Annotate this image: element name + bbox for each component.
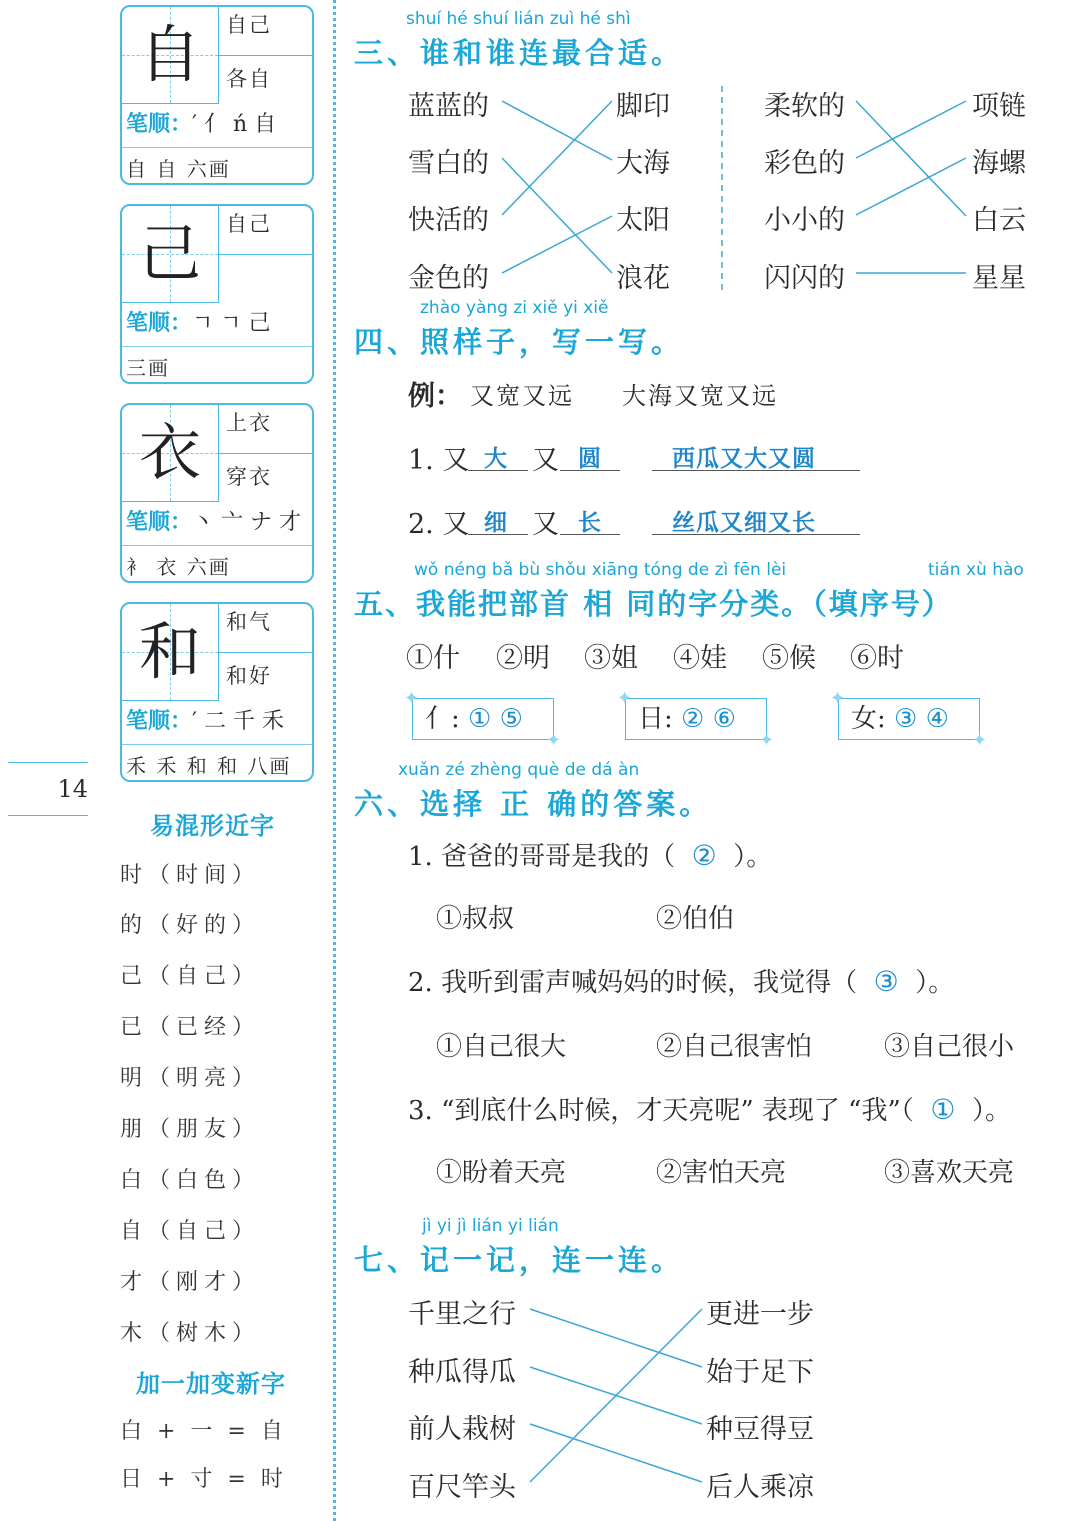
example-a: 又宽又远 <box>470 382 574 410</box>
star-icon: ✦ <box>972 730 988 751</box>
q2-answer: ③ <box>873 965 899 998</box>
match-left: 闪闪的 <box>764 263 845 294</box>
q2-sentence: 丝瓜又细又长 <box>672 510 816 536</box>
pinyin-line: wǒ néng bǎ bù shǒu xiāng tóng de zì fēn lèi <box>414 560 787 580</box>
similar-char-item: 朋（朋友） <box>120 1117 261 1142</box>
match-line <box>502 158 612 273</box>
stroke-order-line-1: 笔顺：′ 亻 ń 自 <box>126 112 277 137</box>
star-icon: ✦ <box>404 688 420 709</box>
pinyin-line: xuǎn zé zhèng què de dá àn <box>398 760 640 780</box>
star-icon: ✦ <box>759 730 775 751</box>
q2-option: ②自己很害怕 <box>656 1032 813 1062</box>
section-3-title: 三、谁和谁连最合适。 <box>354 36 685 70</box>
q3-option: ②害怕天亮 <box>656 1158 787 1188</box>
add-char-item: 白 + 一 = 自 <box>120 1419 287 1444</box>
stroke-order-line-1: 笔顺：ㄱ ㄱ 己 <box>126 311 271 336</box>
char-option: ⑤候 <box>762 643 816 674</box>
word-1: 自己 <box>226 13 272 37</box>
word-1: 自己 <box>226 212 272 236</box>
char-option: ①什 <box>406 643 460 674</box>
q2-mid: 又 <box>532 509 559 540</box>
q3-answer: ① <box>930 1093 956 1126</box>
q3-option: ①盼着天亮 <box>436 1158 567 1188</box>
match-right: 星星 <box>972 263 1026 294</box>
match-line <box>856 158 966 215</box>
q1-answer-b: 圆 <box>578 446 602 472</box>
stroke-order-line-2: 自 自 六画 <box>126 157 231 181</box>
match-left: 快活的 <box>408 205 489 236</box>
example-b: 大海又宽又远 <box>622 382 778 410</box>
big-character: 己 <box>138 217 201 290</box>
char-option: ③姐 <box>584 643 638 674</box>
match-left: 雪白的 <box>408 148 489 179</box>
stroke-order-line-2: 禾 禾 和 和 八画 <box>126 754 292 778</box>
q2-option: ①自己很大 <box>436 1032 567 1062</box>
match-left: 小小的 <box>764 205 845 236</box>
similar-char-item: 己（自己） <box>120 964 261 989</box>
idiom-right: 始于足下 <box>706 1357 814 1388</box>
pinyin-line: tián xù hào <box>928 560 1024 580</box>
match-line <box>502 101 612 160</box>
idiom-right: 后人乘凉 <box>706 1472 814 1503</box>
category-label: 亻: <box>425 704 460 734</box>
category-answer: ② ⑥ <box>681 704 736 734</box>
q2-answer-b: 长 <box>578 510 602 536</box>
similar-chars-title: 易混形近字 <box>150 812 275 840</box>
similar-char-item: 才（刚才） <box>120 1270 261 1295</box>
match-right: 太阳 <box>616 205 670 236</box>
similar-char-item: 的（好的） <box>120 913 261 938</box>
section-5-title: 五、我能把部首 相 同的字分类。（填序号） <box>354 587 953 621</box>
idiom-right: 更进一步 <box>706 1299 814 1330</box>
match-line <box>530 1309 702 1367</box>
q2-prefix: 2. 又 <box>408 509 470 540</box>
stroke-order-line-1: 笔顺：丶 亠 ナ 才 <box>126 510 301 535</box>
category-answer: ① ⑤ <box>468 704 523 734</box>
page-number: 14 <box>8 762 88 816</box>
stroke-order-line-2: 衤 衣 六画 <box>126 555 231 579</box>
star-icon: ✦ <box>546 730 562 751</box>
stroke-order-line-2: 三画 <box>126 356 170 380</box>
big-character: 衣 <box>138 416 201 489</box>
similar-char-item: 明（明亮） <box>120 1066 261 1091</box>
idiom-left: 种瓜得瓜 <box>408 1357 516 1388</box>
match-line <box>856 101 966 158</box>
pinyin-line: shuí hé shuí lián zuì hé shì <box>406 9 631 29</box>
match-line <box>530 1309 702 1482</box>
section-7-title: 七、记一记，连一连。 <box>354 1243 685 1277</box>
idiom-left: 百尺竿头 <box>408 1472 516 1503</box>
similar-char-item: 时（时间） <box>120 863 261 888</box>
word-2: 各自 <box>226 67 272 91</box>
word-1: 和气 <box>226 610 272 634</box>
match-right: 大海 <box>616 148 670 179</box>
match-left: 蓝蓝的 <box>408 91 489 122</box>
match-line <box>502 216 612 273</box>
star-icon: ✦ <box>617 688 633 709</box>
example-label: 例： <box>408 381 462 412</box>
q1-option: ①叔叔 <box>436 904 515 934</box>
match-right: 白云 <box>972 205 1026 236</box>
q2-option: ③自己很小 <box>884 1032 1015 1062</box>
category-label: 女: <box>851 704 886 734</box>
q3-text: 3. “到底什么时候，才天亮呢” 表现了 “我”（ ① ）。 <box>408 1093 1011 1126</box>
q1-answer: ② <box>691 839 717 872</box>
char-option: ②明 <box>496 643 550 674</box>
word-1: 上衣 <box>226 411 272 435</box>
word-2: 穿衣 <box>226 465 272 489</box>
q1-option: ②伯伯 <box>656 904 735 934</box>
big-character: 自 <box>138 18 201 91</box>
q1-sentence: 西瓜又大又圆 <box>672 446 816 472</box>
match-left: 彩色的 <box>764 148 845 179</box>
section-6-title: 六、选择 正 确的答案。 <box>354 787 713 821</box>
similar-char-item: 已（已经） <box>120 1015 261 1040</box>
category-label: 日: <box>638 704 673 734</box>
section-4-title: 四、照样子，写一写。 <box>354 325 685 359</box>
match-right: 项链 <box>972 91 1026 122</box>
add-chars-title: 加一加变新字 <box>136 1370 286 1398</box>
idiom-right: 种豆得豆 <box>706 1414 814 1445</box>
match-left: 柔软的 <box>764 91 845 122</box>
similar-char-item: 木（树木） <box>120 1321 261 1346</box>
match-line <box>530 1424 702 1482</box>
match-right: 海螺 <box>972 148 1026 179</box>
similar-char-item: 白（白色） <box>120 1168 261 1193</box>
idiom-left: 前人栽树 <box>408 1414 516 1445</box>
big-character: 和 <box>138 615 201 688</box>
char-option: ⑥时 <box>850 643 904 674</box>
add-char-item: 日 + 寸 = 时 <box>120 1467 287 1492</box>
q2-text: 2. 我听到雷声喊妈妈的时候，我觉得（ ③ ）。 <box>408 965 955 998</box>
q1-prefix: 1. 又 <box>408 445 470 476</box>
char-option: ④娃 <box>673 643 727 674</box>
pinyin-line: jì yi jì lián yi lián <box>422 1216 559 1236</box>
pinyin-line: zhào yàng zi xiě yi xiě <box>420 298 609 318</box>
star-icon: ✦ <box>830 688 846 709</box>
q3-option: ③喜欢天亮 <box>884 1158 1015 1188</box>
match-line <box>856 101 966 216</box>
match-right: 脚印 <box>616 91 670 122</box>
idiom-left: 千里之行 <box>408 1299 516 1330</box>
q2-answer-a: 细 <box>484 510 508 536</box>
match-left: 金色的 <box>408 263 489 294</box>
q1-mid: 又 <box>532 445 559 476</box>
match-right: 浪花 <box>616 263 670 294</box>
word-2: 和好 <box>226 664 272 688</box>
q1-text: 1. 爸爸的哥哥是我的（ ② ）。 <box>408 839 773 872</box>
stroke-order-line-1: 笔顺：′ 二 千 禾 <box>126 709 284 734</box>
q1-answer-a: 大 <box>484 446 508 472</box>
similar-char-item: 自（自己） <box>120 1219 261 1244</box>
match-line <box>502 101 612 215</box>
category-answer: ③ ④ <box>894 704 949 734</box>
